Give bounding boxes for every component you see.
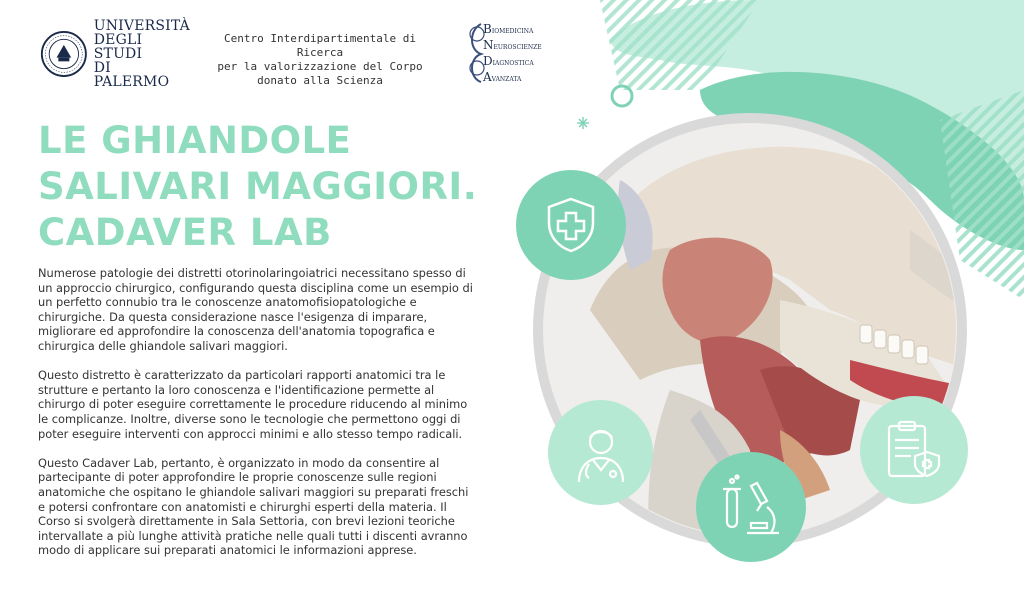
university-name: UNIVERSITÀ DEGLI STUDI DI PALERMO <box>93 18 190 90</box>
clipboard-circle <box>860 396 968 504</box>
university-seal-icon <box>40 28 88 80</box>
description <box>38 266 478 572</box>
paragraph: Numerose patologie dei distretti otorinolaringoiatrici necessitano spesso di un approccio chirurgico, configurando questa disciplina come un esempio di un perfetto connubio tra le conoscenze anatomofisiopatologiche e chirurgiche. Da questa considerazione nasce l'esigenza di imparare, migliorare ed approfondire la conoscenza dell'anatomia topografica e chirurgica delle ghiandole salivari maggiori. <box>38 266 473 353</box>
university-logo <box>40 18 190 90</box>
binda-line-1: BIOMEDICINA <box>483 22 534 36</box>
microscope-circle <box>696 452 806 562</box>
doctor-circle <box>548 400 653 505</box>
binda-line-3: DIAGNOSTICA <box>483 54 534 68</box>
paragraph: Questo Cadaver Lab, pertanto, è organizzato in modo da consentire al partecipante di poter approfondire le proprie conoscenze sulle regioni anatomiche che ospitano le ghiandole salivari maggiori su preparati freschi e potersi confrontare con anatomisti e chirurghi esperti della materia. Il Corso si svolgerà direttamente in Sala Settoria, con brevi lezioni teoriche intervallate a più lunghe attività pratiche nelle quali tutti i discenti avranno modo di applicare sui preparati anatomici le informazioni apprese. <box>38 455 469 558</box>
doctor-icon <box>571 422 631 484</box>
binda-logo <box>465 20 542 86</box>
page-title: LE GHIANDOLE SALIVARI MAGGIORI. CADAVER LAB <box>38 119 478 254</box>
paragraph: Questo distretto è caratterizzato da particolari rapporti anatomici tra le strutture e pertanto la loro conoscenza e l'identificazione permette al chirurgo di poter eseguire correttamente le procedure riducendo al minimo le complicanze. Inoltre, diverse sono le tecnologie che permettono oggi di poter eseguire interventi con approcci minimi e allo stesso tempo radicali. <box>38 368 468 441</box>
research-center-name: Centro Interdipartimentale di Ricerca per la valorizzazione del Corpo donato alla Scienza <box>217 32 423 87</box>
shield-cross-circle <box>516 170 626 280</box>
binda-line-2: NEUROSCIENZE <box>483 38 542 52</box>
binda-line-4: AVANZATA <box>483 70 522 84</box>
microscope-test-tube-icon <box>717 473 785 541</box>
shield-cross-icon <box>539 193 603 257</box>
clipboard-shield-icon <box>883 418 945 482</box>
